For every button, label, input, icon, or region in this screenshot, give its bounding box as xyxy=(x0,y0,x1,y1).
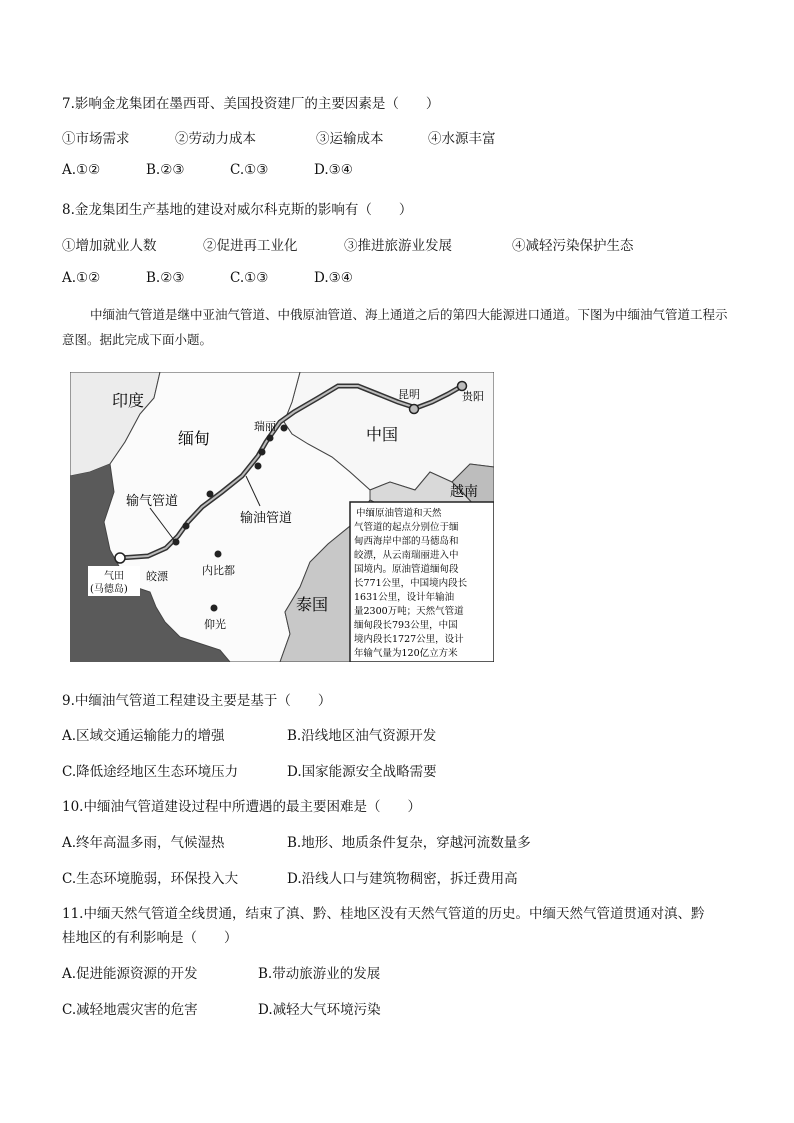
q11-options-row-1 xyxy=(62,962,380,982)
label-thailand: 泰国 xyxy=(296,595,329,614)
q7-item-1: ①市场需求 xyxy=(62,131,130,147)
q7-option-b[interactable]: B.②③ xyxy=(146,162,185,178)
label-kyaukpyu: 皎漂 xyxy=(146,570,168,583)
note-line: 境内段长1727公里，设计 xyxy=(354,634,464,645)
note-line: 年输气量为120亿立方米 xyxy=(354,648,458,659)
q7-options xyxy=(62,162,353,178)
q7-item-4: ④水源丰富 xyxy=(428,131,496,147)
q8-option-c[interactable]: C.①③ xyxy=(230,270,269,286)
note-line: 国境内。原油管道缅甸段 xyxy=(354,564,459,575)
q9-option-d[interactable]: D.国家能源安全战略需要 xyxy=(287,764,437,780)
q10-options-row-1 xyxy=(62,831,531,851)
ruili-marker xyxy=(281,425,288,432)
label-india: 印度 xyxy=(112,391,145,410)
q9-options-row-2 xyxy=(62,760,437,780)
q10-option-b[interactable]: B.地形、地质条件复杂，穿越河流数量多 xyxy=(287,835,531,851)
label-gas-pipe: 输气管道 xyxy=(126,494,179,509)
q10-option-c[interactable]: C.生态环境脆弱，环保投入大 xyxy=(62,871,239,887)
q11-option-b[interactable]: B.带动旅游业的发展 xyxy=(258,966,381,982)
q9-option-a[interactable]: A.区域交通运输能力的增强 xyxy=(62,728,225,744)
label-ruili: 瑞丽 xyxy=(254,420,276,433)
kunming-marker xyxy=(410,405,419,414)
q8-item-2: ②促进再工业化 xyxy=(203,238,298,254)
q8-options xyxy=(62,270,353,286)
q7-stem: 7.影响金龙集团在墨西哥、美国投资建厂的主要因素是（ ） xyxy=(62,96,440,112)
q8-items xyxy=(62,234,634,254)
note-line: 气管道的起点分别位于缅 xyxy=(354,522,459,533)
label-oil-pipe: 输油管道 xyxy=(240,511,293,526)
gas-field-marker xyxy=(115,553,125,563)
q10-option-d[interactable]: D.沿线人口与建筑物稠密，拆迁费用高 xyxy=(287,871,518,887)
q7-item-3: ③运输成本 xyxy=(316,131,384,147)
q10-option-a[interactable]: A.终年高温多雨，气候湿热 xyxy=(62,835,225,851)
q11-stem-line-1: 11.中缅天然气管道全线贯通，结束了滇、黔、桂地区没有天然气管道的历史。中缅天然气管道贯通对滇、黔 xyxy=(62,906,705,922)
pipe-dot xyxy=(183,523,190,530)
q10-stem: 10.中缅油气管道建设过程中所遭遇的最主要困难是（ ） xyxy=(62,799,421,815)
pipe-dot xyxy=(207,491,214,498)
label-yangon: 仰光 xyxy=(204,618,226,631)
note-line: 甸西海岸中部的马德岛和 xyxy=(354,536,459,547)
q8-item-4: ④减轻污染保护生态 xyxy=(512,238,634,254)
label-myanmar: 缅甸 xyxy=(178,429,211,448)
q8-option-d[interactable]: D.③④ xyxy=(314,270,353,286)
q8-item-1: ①增加就业人数 xyxy=(62,238,157,254)
pipeline-map xyxy=(70,372,494,662)
q10-options-row-2 xyxy=(62,867,518,887)
note-line: 缅甸段长793公里，中国 xyxy=(354,620,458,631)
q11-stem-line-2: 桂地区的有利影响是（ ） xyxy=(62,930,238,946)
label-china: 中国 xyxy=(366,425,399,444)
q7-option-d[interactable]: D.③④ xyxy=(314,162,353,178)
q11-option-a[interactable]: A.促进能源资源的开发 xyxy=(62,966,198,982)
q11-options-row-2 xyxy=(62,998,381,1018)
q9-options-row-1 xyxy=(62,724,436,744)
yangon-dot xyxy=(211,605,218,612)
pipe-dot xyxy=(255,463,262,470)
q9-option-c[interactable]: C.降低途经地区生态环境压力 xyxy=(62,764,239,780)
note-line: 量2300万吨；天然气管道 xyxy=(354,606,464,617)
label-guiyang: 贵阳 xyxy=(462,390,484,403)
note-line: 1631公里，设计年输油 xyxy=(354,592,455,603)
q8-item-3: ③推进旅游业发展 xyxy=(344,238,452,254)
label-vietnam: 越南 xyxy=(450,484,478,500)
note-line: 长771公里，中国境内段长 xyxy=(354,578,468,589)
naypyidaw-dot xyxy=(215,551,222,558)
q9-option-b[interactable]: B.沿线地区油气资源开发 xyxy=(287,728,437,744)
pipe-dot xyxy=(259,449,266,456)
q11-option-d[interactable]: D.减轻大气环境污染 xyxy=(258,1002,381,1018)
q7-option-a[interactable]: A.①② xyxy=(62,162,101,178)
label-gas-field-2: (马德岛) xyxy=(90,584,128,595)
q7-option-c[interactable]: C.①③ xyxy=(230,162,269,178)
q7-item-2: ②劳动力成本 xyxy=(175,131,256,147)
q7-items xyxy=(62,127,496,147)
q8-stem: 8.金龙集团生产基地的建设对威尔科克斯的影响有（ ） xyxy=(62,202,413,218)
label-kunming: 昆明 xyxy=(398,388,420,401)
passage-text: 中缅油气管道是继中亚油气管道、中俄原油管道、海上通道之后的第四大能源进口通道。下图为中缅油气管道工程示意图。据此完成下面小题。 xyxy=(62,307,728,347)
q9-stem: 9.中缅油气管道工程建设主要是基于（ ） xyxy=(62,693,332,709)
q8-option-b[interactable]: B.②③ xyxy=(146,270,185,286)
note-line: 皎漂，从云南瑞丽进入中 xyxy=(354,550,459,561)
pipe-dot xyxy=(267,435,274,442)
note-line: 中缅原油管道和天然 xyxy=(356,508,442,519)
label-gas-field-1: 气田 xyxy=(104,571,124,582)
label-naypyidaw: 内比都 xyxy=(202,564,235,577)
q8-option-a[interactable]: A.①② xyxy=(62,270,101,286)
q11-option-c[interactable]: C.减轻地震灾害的危害 xyxy=(62,1002,198,1018)
